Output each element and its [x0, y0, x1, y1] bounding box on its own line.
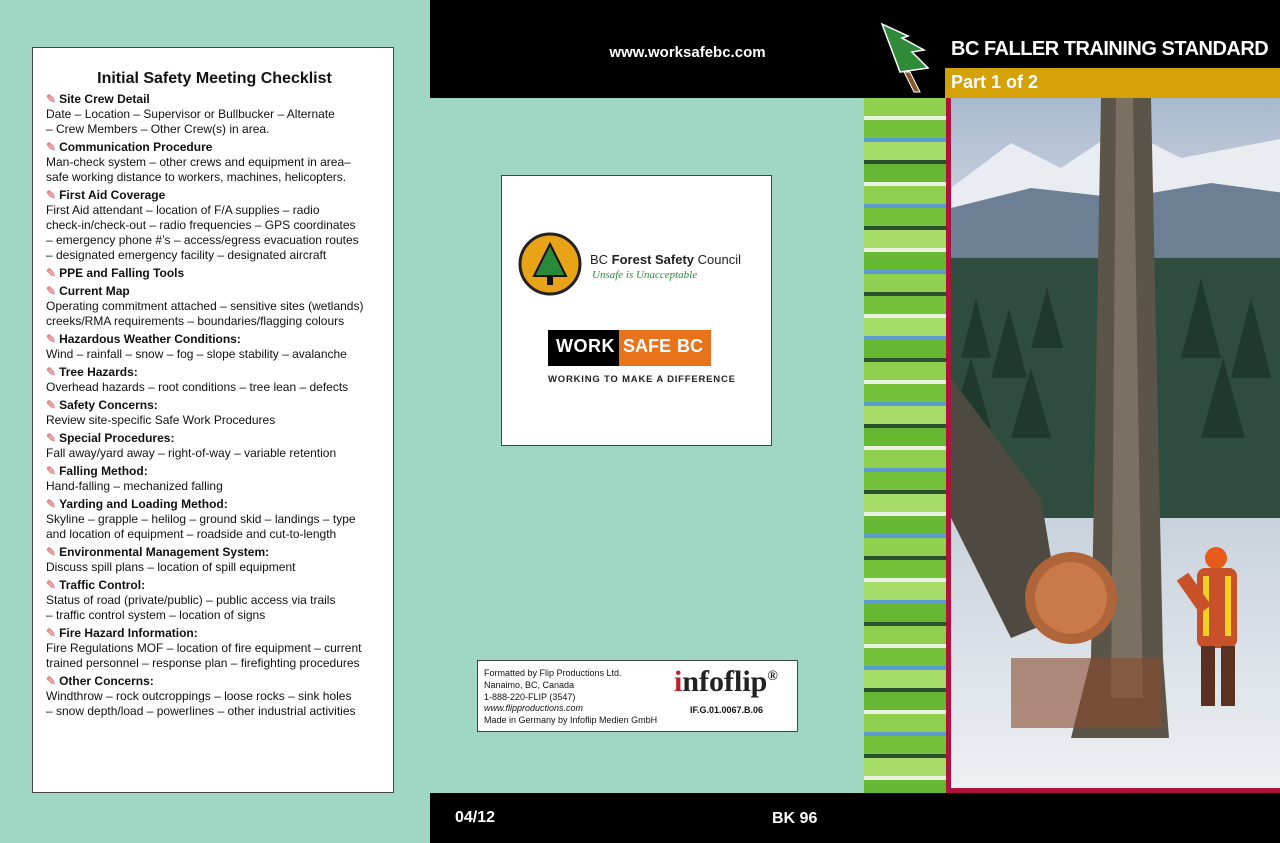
- section-title: [46, 92, 383, 107]
- section-title-text: Environmental Management System:: [59, 545, 270, 559]
- stripe-divider: [864, 446, 946, 450]
- section-body: Status of road (private/public) – public access via trails – traffic control system – location of signs: [46, 593, 336, 622]
- stripe: [864, 736, 946, 754]
- section-body: Date – Location – Supervisor or Bullbucker – Alternate – Crew Members – Other Crew(s) in area.: [46, 107, 335, 136]
- section-body: Wind – rainfall – snow – fog – slope stability – avalanche: [46, 347, 347, 361]
- stripe-divider: [864, 182, 946, 186]
- stripe: [864, 186, 946, 204]
- stripe: [864, 538, 946, 556]
- stripe: [864, 120, 946, 138]
- photo-illustration: [951, 98, 1280, 793]
- stripe-divider: [864, 732, 946, 736]
- bcfsc-logo: [518, 232, 768, 298]
- checklist-section: [46, 284, 383, 329]
- stripe-divider: [864, 600, 946, 604]
- pencil-icon: ✎: [46, 365, 57, 379]
- section-title-text: Other Concerns:: [59, 674, 154, 688]
- stripe: [864, 692, 946, 710]
- stripe: [864, 274, 946, 292]
- bcfsc-tagline: Unsafe is Unacceptable: [592, 269, 698, 281]
- checklist-section: [46, 188, 383, 263]
- stripe: [864, 252, 946, 270]
- publisher-line: Made in Germany by Infoflip Medien GmbH: [484, 715, 658, 726]
- pencil-icon: ✎: [46, 464, 57, 478]
- stripe-divider: [864, 776, 946, 780]
- section-title-text: Falling Method:: [59, 464, 148, 478]
- stripe: [864, 428, 946, 446]
- section-title-text: Safety Concerns:: [59, 398, 158, 412]
- section-title: [46, 365, 383, 380]
- stripe-divider: [864, 336, 946, 340]
- stripe-divider: [864, 754, 946, 758]
- section-title: [46, 188, 383, 203]
- stripe: [864, 472, 946, 490]
- stripe: [864, 670, 946, 688]
- stripe: [864, 560, 946, 578]
- stripe-divider: [864, 292, 946, 296]
- section-title: [46, 332, 383, 347]
- pencil-icon: ✎: [46, 92, 57, 106]
- part-label: Part 1 of 2: [951, 72, 1039, 92]
- section-body: Hand-falling – mechanized falling: [46, 479, 223, 493]
- stripe-divider: [864, 204, 946, 208]
- pencil-icon: ✎: [46, 626, 57, 640]
- publisher-phone: 1-888-220-FLIP (3547): [484, 691, 576, 702]
- stripe: [864, 362, 946, 380]
- document-title: BC FALLER TRAINING STANDARD: [951, 38, 1269, 60]
- section-body: Man-check system – other crews and equipment in area– safe working distance to workers, machines, helicopters.: [46, 155, 351, 184]
- stripe: [864, 142, 946, 160]
- publisher-info: [484, 668, 657, 727]
- stripe: [864, 384, 946, 402]
- stripe-divider: [864, 644, 946, 648]
- worksafe-tagline: WORKING TO MAKE A DIFFERENCE: [548, 374, 736, 385]
- stripe: [864, 340, 946, 358]
- publisher-line: Formatted by Flip Productions Ltd.: [484, 668, 622, 678]
- stripe: [864, 714, 946, 732]
- stripe: [864, 626, 946, 644]
- stripe-divider: [864, 666, 946, 670]
- checklist-section: [46, 398, 383, 428]
- pencil-icon: ✎: [46, 497, 57, 511]
- stripe: [864, 494, 946, 512]
- checklist-section: [46, 464, 383, 494]
- stripe-divider: [864, 270, 946, 274]
- infoflip-logo: infoflip®: [674, 665, 778, 698]
- stripe: [864, 758, 946, 776]
- checklist-panel: [32, 47, 394, 793]
- pencil-icon: ✎: [46, 266, 57, 280]
- section-title-text: Site Crew Detail: [59, 92, 150, 106]
- worksafe-safe: SAFE: [619, 330, 675, 366]
- checklist-section: [46, 578, 383, 623]
- section-title-text: First Aid Coverage: [59, 188, 166, 202]
- worksafe-work: WORK: [548, 330, 619, 366]
- publisher-url[interactable]: www.flipproductions.com: [484, 703, 584, 714]
- section-body: Fall away/yard away – right-of-way – variable retention: [46, 446, 337, 460]
- stripe-divider: [864, 358, 946, 362]
- checklist-section: [46, 92, 383, 137]
- section-title: [46, 140, 383, 155]
- stripe: [864, 318, 946, 336]
- checklist-title: Initial Safety Meeting Checklist: [97, 70, 332, 87]
- pencil-icon: ✎: [46, 284, 57, 298]
- section-body: First Aid attendant – location of F/A supplies – radio check-in/check-out – radio frequencies – GPS coordinates – emergency phone #’s – access/egress evacuation routes – designated emergency facility – designated aircraft: [46, 203, 359, 262]
- section-title-text: Communication Procedure: [59, 140, 213, 154]
- section-title-text: Traffic Control:: [59, 578, 146, 592]
- stripe-divider: [864, 402, 946, 406]
- section-title: [46, 674, 383, 689]
- stripe-divider: [864, 688, 946, 692]
- checklist-section: [46, 266, 383, 281]
- pencil-icon: ✎: [46, 332, 57, 346]
- stripe: [864, 164, 946, 182]
- section-title-text: PPE and Falling Tools: [59, 266, 185, 280]
- stripe: [864, 98, 946, 116]
- checklist-section: [46, 497, 383, 542]
- title-header: [945, 0, 1280, 68]
- stripe: [864, 230, 946, 248]
- section-title: [46, 545, 383, 560]
- checklist-section: [46, 545, 383, 575]
- section-title: [46, 284, 383, 299]
- checklist-section: [46, 626, 383, 671]
- stripe-divider: [864, 556, 946, 560]
- section-title: [46, 398, 383, 413]
- section-title: [46, 431, 383, 446]
- pencil-icon: ✎: [46, 398, 57, 412]
- bcfsc-logo-icon: [518, 232, 582, 296]
- section-body: Overhead hazards – root conditions – tree lean – defects: [46, 380, 349, 394]
- section-body: Skyline – grapple – helilog – ground skid – landings – type and location of equipment – roadside and cut-to-length: [46, 512, 356, 541]
- pencil-icon: ✎: [46, 578, 57, 592]
- publisher-line: Nanaimo, BC, Canada: [484, 679, 575, 690]
- section-title: [46, 578, 383, 593]
- section-body: Discuss spill plans – location of spill equipment: [46, 560, 296, 574]
- stripe-divider: [864, 512, 946, 516]
- stripe: [864, 516, 946, 534]
- stripe-divider: [864, 424, 946, 428]
- stripe-divider: [864, 534, 946, 538]
- stripe: [864, 406, 946, 424]
- stripe-divider: [864, 380, 946, 384]
- date-code: 04/12: [455, 809, 496, 826]
- pencil-icon: ✎: [46, 674, 57, 688]
- checklist-section: [46, 332, 383, 362]
- book-code: BK 96: [772, 810, 818, 827]
- stripe-divider: [864, 160, 946, 164]
- stripe-divider: [864, 248, 946, 252]
- stripe: [864, 604, 946, 622]
- section-title: [46, 464, 383, 479]
- checklist-section: [46, 365, 383, 395]
- section-title-text: Yarding and Loading Method:: [59, 497, 228, 511]
- section-title-text: Current Map: [59, 284, 130, 298]
- section-body: Operating commitment attached – sensitive sites (wetlands) creeks/RMA requirements – boundaries/flagging colours: [46, 299, 364, 328]
- pencil-icon: ✎: [46, 545, 57, 559]
- tree-icon: [878, 22, 930, 94]
- decorative-stripes: [864, 98, 946, 793]
- section-title: [46, 626, 383, 641]
- worksafebc-logo: [548, 330, 728, 366]
- stripe: [864, 208, 946, 226]
- stripe: [864, 780, 946, 793]
- website-link[interactable]: www.worksafebc.com: [609, 44, 766, 61]
- stripe-divider: [864, 116, 946, 120]
- checklist-sections: [46, 92, 383, 719]
- section-body: Windthrow – rock outcroppings – loose rocks – sink holes – snow depth/load – powerlines – other industrial activities: [46, 689, 356, 718]
- stripe: [864, 648, 946, 666]
- stripe-divider: [864, 622, 946, 626]
- stripe: [864, 582, 946, 600]
- worksafe-bc: BC: [675, 330, 711, 366]
- pencil-icon: ✎: [46, 431, 57, 445]
- faller-photo: [946, 98, 1280, 793]
- section-body: Review site-specific Safe Work Procedures: [46, 413, 276, 427]
- checklist-section: [46, 431, 383, 461]
- section-title: [46, 497, 383, 512]
- stripe-divider: [864, 710, 946, 714]
- stripe-divider: [864, 314, 946, 318]
- pencil-icon: ✎: [46, 188, 57, 202]
- stripe-divider: [864, 226, 946, 230]
- section-title-text: Hazardous Weather Conditions:: [59, 332, 241, 346]
- section-title-text: Fire Hazard Information:: [59, 626, 198, 640]
- section-title-text: Special Procedures:: [59, 431, 175, 445]
- product-code: IF.G.01.0067.B.06: [690, 705, 764, 715]
- bcfsc-name: BC Forest Safety Council: [590, 252, 742, 267]
- checklist-section: [46, 140, 383, 185]
- stripe-divider: [864, 138, 946, 142]
- logos-box: [501, 175, 772, 446]
- stripe-divider: [864, 490, 946, 494]
- stripe: [864, 296, 946, 314]
- section-title: [46, 266, 383, 281]
- pencil-icon: ✎: [46, 140, 57, 154]
- stripe: [864, 450, 946, 468]
- section-title-text: Tree Hazards:: [59, 365, 138, 379]
- top-bar: [430, 0, 945, 98]
- bottom-bar: [430, 793, 1280, 843]
- checklist-section: [46, 674, 383, 719]
- publisher-box: [477, 660, 798, 732]
- section-body: Fire Regulations MOF – location of fire equipment – current trained personnel – response plan – firefighting procedures: [46, 641, 362, 670]
- part-bar: [945, 68, 1280, 98]
- stripe-divider: [864, 578, 946, 582]
- stripe-divider: [864, 468, 946, 472]
